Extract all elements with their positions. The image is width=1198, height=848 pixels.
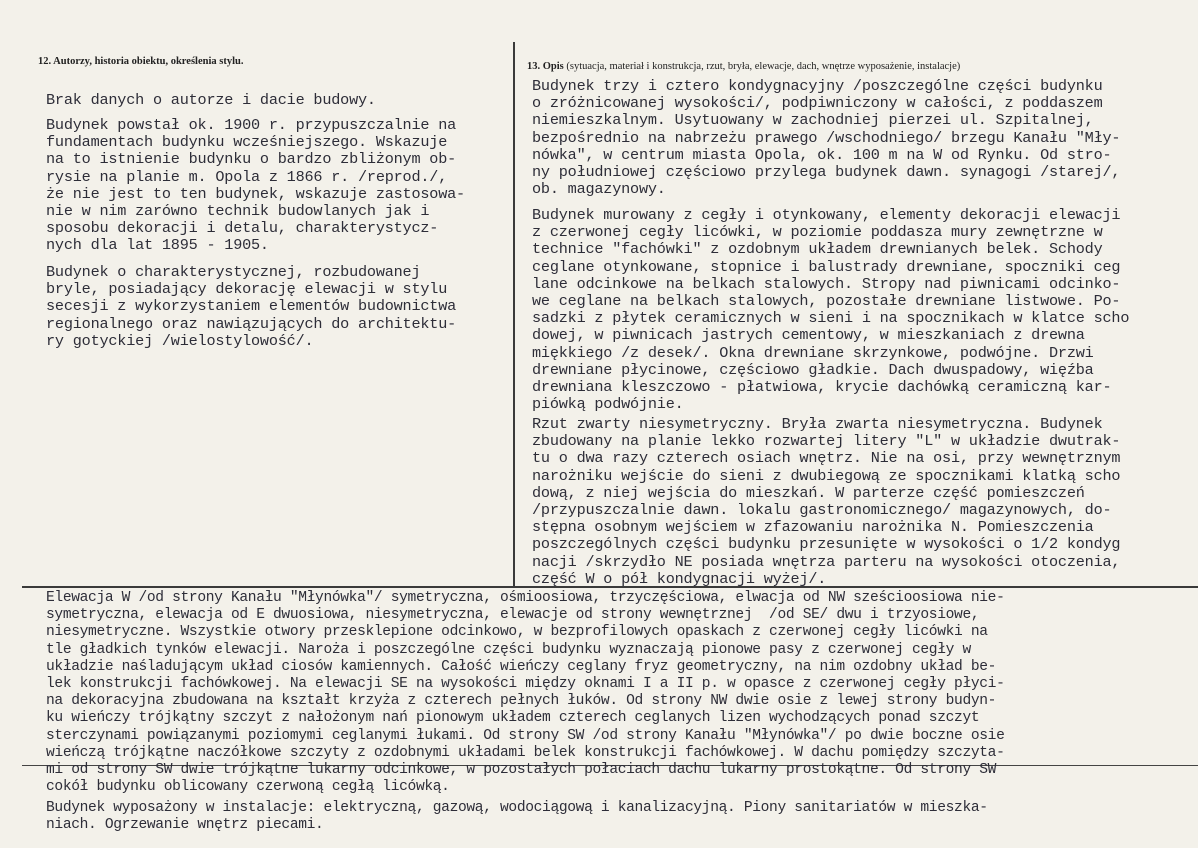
text-line: bryle, posiadający dekorację elewacji w stylu [46,280,448,299]
text-line: Rzut zwarty niesymetryczny. Bryła zwarta niesymetryczna. Budynek [532,415,1103,433]
text-line: regionalnego oraz nawiązujących do architektu- [46,314,457,333]
text-line: sposobu dekoracji i detalu, charakterystycz- [46,219,439,238]
text-line: bezpośrednio na nabrzeżu prawego /wschodniego/ brzegu Kanału "Mły- [532,128,1121,147]
text-line: że nie jest to ten budynek, wskazuje zastosowa- [46,184,465,203]
text-line: ny południowej częściowo przylega budynek dawn. synagogi /starej/, [532,162,1121,181]
right-section-number: 13. [527,61,541,72]
text-line: lek konstrukcji fachówkowej. Na elewacji SE na wysokości między oknami I a II p. w opasce z czerwonej cegły płyci- [46,675,1005,692]
left-section-number: 12. [38,56,52,67]
text-line: na dekoracyjna zbudowana na kształt krzyża z czterech pełnych łuków. Od strony NW dwie osie z lewej strony budyn- [46,693,997,710]
text-line: ob. magazynowy. [532,180,666,199]
text-line: na to istnienie budynku o bardzo zbliżonym ob- [46,150,457,169]
text-line: miękkiego /z desek/. Okna drewniane skrzynkowe, podwójne. Drzwi [532,343,1094,362]
left-section-title: Autorzy, historia obiektu, określenia stylu. [53,56,244,67]
text-line: ceglane otynkowane, stopnice i balustrady drewniane, spoczniki ceg [532,257,1121,276]
text-line: część W o pół kondygnacji wyżej/. [532,569,827,588]
text-line: symetryczna, elewacja od E dwuosiowa, niesymetryczna, elewacje od strony wewnętrznej /od SE/ dwu i trzyosiowe, [46,607,980,624]
text-line: niach. Ogrzewanie wnętrz piecami. [46,817,324,834]
text-line: narożniku wejście do sieni z dwubiegową ze spocznikami klatką scho [532,466,1121,485]
right-paragraph [532,416,1120,588]
bottom-paragraph [46,800,988,834]
text-line: z czerwonej cegły licówki, w poziomie poddasza mury zewnętrzne w [532,223,1103,242]
text-line: nych dla lat 1895 - 1905. [46,236,269,255]
text-line: Elewacja W /od strony Kanału "Młynówka"/ symetryczna, ośmioosiowa, trzyczęściowa, elwacja od NW sześcioosiowa nie- [46,590,1005,606]
text-line: niemieszkalnym. Usytuowany w zachodniej pierzei ul. Szpitalnej, [532,111,1094,130]
right-section-subtitle: (sytuacja, materiał i konstrukcja, rzut, bryła, elewacje, dach, wnętrze wyposażenie, instalacje) [566,61,961,72]
text-line: /przypuszczalnie dawn. lokalu gastronomicznego/ magazynowych, do- [532,500,1112,519]
text-line: Budynek murowany z cegły i otynkowany, elementy dekoracji elewacji [532,206,1121,224]
bottom-paragraph [46,590,1004,796]
text-line: o zróżnicowanej wysokości/, podpiwniczony w całości, z poddaszem [532,94,1103,113]
text-line: mi od strony SW dwie trójkątne lukarny odcinkowe, w pozostałych połaciach dachu lukarny prostokątne. Od strony SW [46,761,997,778]
text-line: secesji z wykorzystaniem elementów budownictwa [46,297,457,316]
text-line: nacji /skrzydło NE posiada wnętrza parteru na wysokości otoczenia, [532,552,1121,571]
text-line: stępna osobnym wejściem w zfazowaniu narożnika N. Pomieszczenia [532,518,1094,537]
text-line: dową, z niej wejścia do mieszkań. W parterze część pomieszczeń [532,483,1085,502]
text-line: niesymetryczne. Wszystkie otwory przesklepione odcinkowo, w bezprofilowych opaskach z czerwonej cegły licówki na [46,624,988,641]
text-line: rysie na planie m. Opola z 1866 r. /reprod./, [46,167,448,186]
text-line: poszczególnych części budynku przesunięte w wysokości o 1/2 kondyg [532,535,1121,554]
text-line: nie w nim zarówno technik budowlanych jak i [46,201,430,220]
column-divider [513,42,515,587]
text-line: zbudowany na planie lekko rozwartej litery "L" w układzie dwutrak- [532,432,1121,451]
text-line: nówka", w centrum miasta Opola, ok. 100 m na W od Rynku. Od stro- [532,145,1112,164]
text-line: we ceglane na belkach stalowych, pozostałe drewniane listwowe. Po- [532,291,1121,310]
text-line: wieńczą trójkątne naczółkowe szczyty z ozdobnymi układami belek konstrukcji fachówkowej. W dachu pomiędzy szczyta- [46,744,1005,761]
text-line: technice "fachówki" z ozdobnym układem drewnianych belek. Schody [532,240,1103,259]
left-paragraph [46,117,465,255]
text-line: tu o dwa razy czterech osiach wnętrz. Nie na osi, przy wewnętrznym [532,449,1121,468]
text-line: fundamentach budynku wcześniejszego. Wskazuje [46,133,448,152]
right-section-title: Opis [542,61,564,72]
text-line: dowej, w piwnicach jastrych cementowy, w mieszkaniach z drewna [532,326,1085,345]
text-line: sterczynami powiązanymi poziomymi ceglanymi łukami. Od strony SW /od strony Kanału "Młynówka"/ po dwie boczne osie [46,727,1005,744]
text-line: drewniana kleszczowo - płatwiowa, krycie dachówką ceramiczną kar- [532,377,1112,396]
left-paragraph [46,92,376,109]
text-line: Budynek powstał ok. 1900 r. przypuszczalnie na [46,116,457,134]
text-line: tle gładkich tynków elewacji. Naroża i poszczególne części budynku wyznaczają pionowe pasy z czerwonej cegły w [46,641,971,658]
text-line: drewniane płycinowe, częściowo gładkie. Dach dwuspadowy, więźba [532,360,1094,379]
text-line: cokół budynku oblicowany czerwoną cegłą licówką. [46,779,450,796]
text-line: ry gotyckiej /wielostylowość/. [46,331,314,350]
left-section-header [38,56,243,67]
right-paragraph [532,78,1120,198]
text-line: układzie naśladującym układ ciosów kamiennych. Całość wieńczy ceglany fryz geometryczny, na nim ozdobny układ be- [46,658,997,675]
text-line: Budynek trzy i cztero kondygnacyjny /poszczególne części budynku [532,77,1103,95]
right-paragraph [532,207,1129,413]
text-line: Budynek wyposażony w instalacje: elektryczną, gazową, wodociągową i kanalizacyjną. Piony sanitariatów w mieszka- [46,800,988,816]
text-line: lane odcinkowe na belkach stalowych. Stropy nad piwnicami odcinko- [532,274,1121,293]
text-line: Brak danych o autorze i dacie budowy. [46,91,376,109]
text-line: Budynek o charakterystycznej, rozbudowanej [46,263,421,281]
text-line: sadzki z płytek ceramicznych w sieni i na spocznikach w klatce scho [532,309,1130,328]
text-line: ku wieńczy trójkątny szczyt z nałożonym nań pionowym układem czterech ceglanych lizen wychodzących ponad szczyt [46,710,980,727]
text-line: piówką podwójnie. [532,395,684,414]
left-paragraph [46,264,456,350]
right-section-header [527,61,960,72]
